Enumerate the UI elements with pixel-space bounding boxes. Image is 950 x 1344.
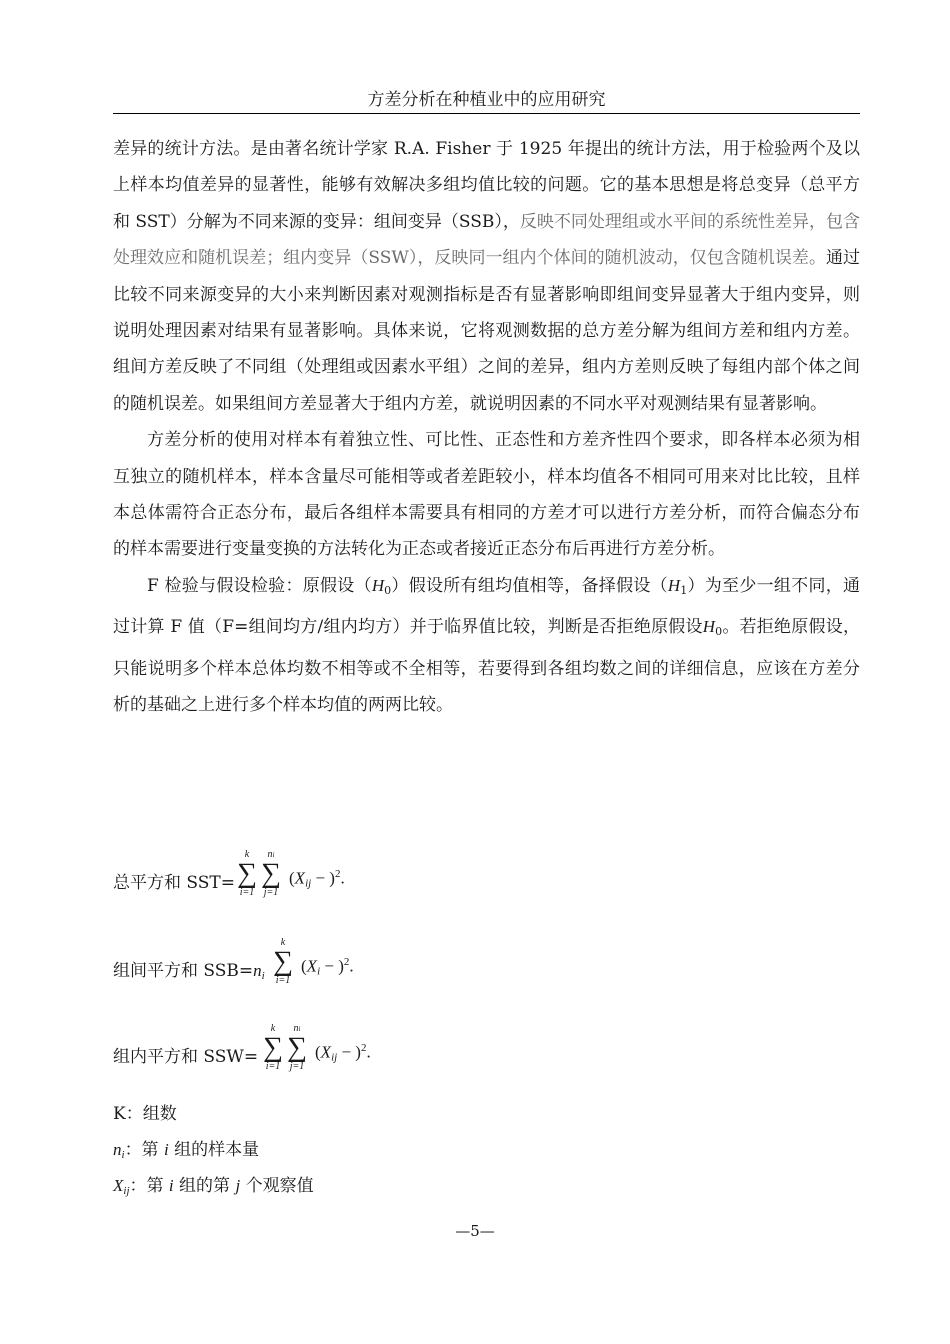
paragraph-1 xyxy=(113,131,860,422)
h0-subscript: 0 xyxy=(384,583,392,597)
h1-symbol: H xyxy=(667,575,681,595)
h0-symbol: H xyxy=(371,575,385,595)
paragraph-1-text-a: 差异的统计方法。是由著名统计学家 R.A. Fisher 于 1925 年提出的统计方法，用于检验两个及以上样本均值差异的显著性，能够有效解决多组均值比较的问题。它的基本思想是将总变异（总平方和 SST）分解为不同来源的变异：组间变异（SSB）， xyxy=(113,139,860,232)
sigma-k: k ∑ i=1 xyxy=(237,849,257,898)
definition-k: K：组数 xyxy=(113,1104,177,1124)
formula-ssb xyxy=(113,938,513,998)
paragraph-2: 方差分析的使用对样本有着独立性、可比性、正态性和方差齐性四个要求，即各样本必须为相互独立的随机样本，样本含量尽可能相等或者差距较小，样本均值各不相同可用来对比比较，且样本总体需符合正态分布，最后各组样本需要具有相同的方差才可以进行方差分析，而符合偏态分布的样本需要进行变量变换的方法转化为正态或者接近正态分布后再进行方差分析。 xyxy=(113,430,860,560)
h1-subscript: 1 xyxy=(680,583,688,597)
page-number: —5— xyxy=(455,1222,495,1240)
page-header: 方差分析在种植业中的应用研究 xyxy=(367,90,606,110)
sigma-ni-ssw: ni ∑ j=1 xyxy=(287,1023,307,1072)
paragraph-1-text-b: 通过比较不同来源变异的大小来判断因素对观测指标是否有显著影响即组间变异显著大于组内变异，则说明处理因素对结果有显著影响。具体来说，它将观测数据的总方差分解为组间方差和组内方差。组间方差反映了不同组（处理组或因素水平组）之间的差异，组内方差则反映了每组内部个体之间的随机误差。如果组间方差显著大于组内方差，就说明因素的不同水平对观测结果有显著影响。 xyxy=(113,248,861,414)
formula-sst xyxy=(113,850,513,910)
paragraph-3-text-a: F 检验与假设检验：原假设（ xyxy=(147,575,372,596)
sigma-k-ssb: k ∑ i=1 xyxy=(273,937,293,986)
document-body xyxy=(113,131,860,724)
paragraph-3-text-b: ）假设所有组均值相等，备择假设（ xyxy=(391,575,668,596)
paragraph-3 xyxy=(113,568,860,724)
sigma-ni: ni ∑ j=1 xyxy=(261,849,281,898)
formula-ssw xyxy=(113,1024,513,1084)
definition-xij: $X_{ij}$：第 i 组的第 j 个观察值 xyxy=(113,1176,314,1197)
formula-ssb-label: 组间平方和 $SSB=n_i$ xyxy=(113,961,265,982)
header-rule xyxy=(113,113,860,114)
h0-symbol-2: H xyxy=(702,617,716,637)
paragraph-1-gray-text: 反映不同处理组或水平间的系统性差异，包含处理效应和随机误差；组内变异（SSW），反映同一组内个体间的随机波动，仅包含随机误差。 xyxy=(113,211,860,269)
formula-ssw-label: 组内平方和 SSW= xyxy=(113,1047,259,1067)
definition-ni: $n_i$：第 i 组的样本量 xyxy=(113,1140,260,1161)
formula-ssb-expression: $(X_i - )^2$. xyxy=(301,956,354,978)
paragraph-3-text-c: ）为至少一组不同，通过计算 F 值（F=组间均方/组内均方）并于临界值比较，判断是否拒绝原假设 xyxy=(113,575,861,638)
formula-sst-expression: $(X_{ij} - )^2$. xyxy=(289,868,345,890)
formula-ssw-expression: $(X_{ij} - )^2$. xyxy=(315,1042,371,1064)
h0-subscript-2: 0 xyxy=(715,625,723,639)
paragraph-3-text-d: 。若拒绝原假设，只能说明多个样本总体均数不相等或不全相等，若要得到各组均数之间的详细信息，应该在方差分析的基础之上进行多个样本均值的两两比较。 xyxy=(113,617,861,716)
formula-sst-label: 总平方和 SST= xyxy=(113,873,235,893)
sigma-k-ssw: k ∑ i=1 xyxy=(263,1023,283,1072)
